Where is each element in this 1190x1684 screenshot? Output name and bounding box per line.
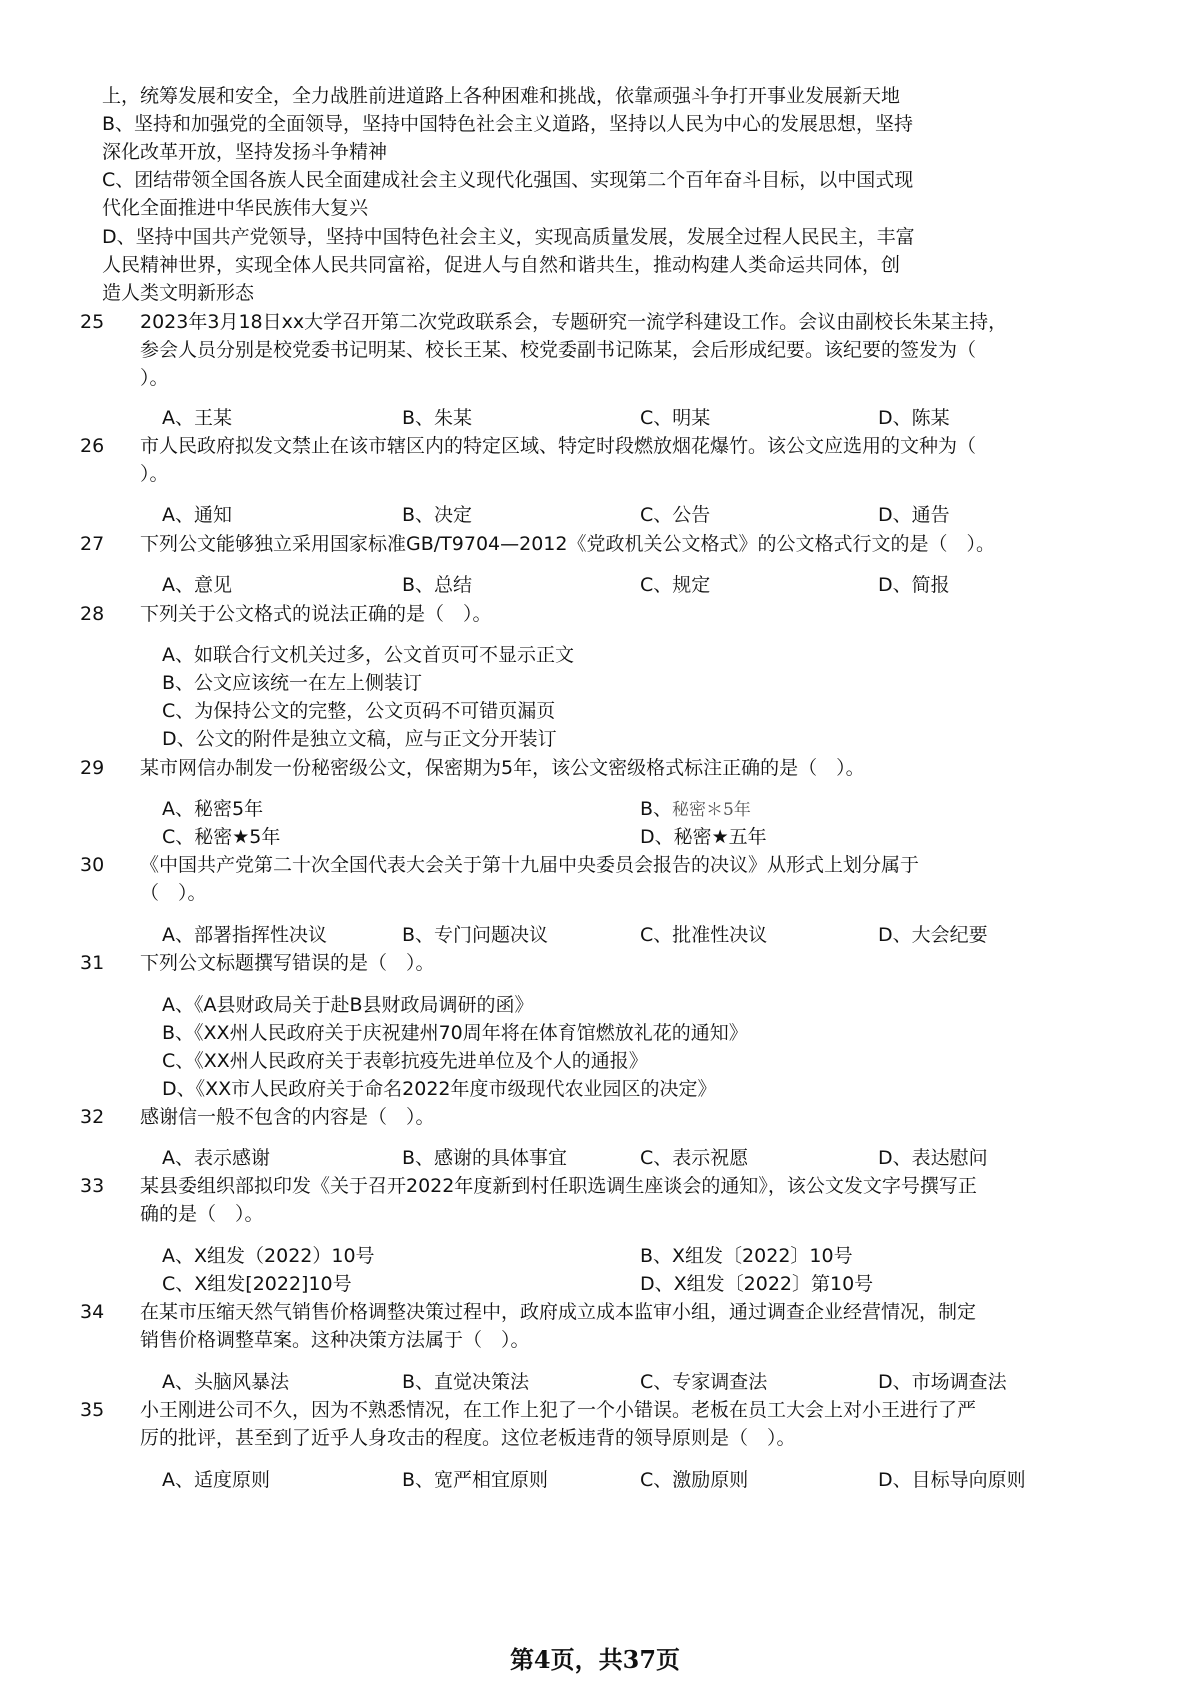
option-a: A、《A县财政局关于赴B县财政局调研的函》 xyxy=(162,994,534,1016)
option-b: B、感谢的具体事宜 xyxy=(402,1147,568,1169)
question-text: 市人民政府拟发文禁止在该市辖区内的特定区域、特定时段燃放烟花爆竹。该公文应选用的文种为（ xyxy=(140,435,977,457)
option-b: B、《XX州人民政府关于庆祝建州70周年将在体育馆燃放礼花的通知》 xyxy=(162,1022,748,1044)
continuation-line: D、坚持中国共产党领导，坚持中国特色社会主义，实现高质量发展，发展全过程人民民主，丰富 xyxy=(102,226,915,248)
question-text: 下列公文标题撰写错误的是（ ）。 xyxy=(140,952,435,974)
question-number: 31 xyxy=(80,952,105,974)
option-c: C、《XX州人民政府关于表彰抗疫先进单位及个人的通报》 xyxy=(162,1050,648,1072)
question-text: 下列关于公文格式的说法正确的是（ ）。 xyxy=(140,603,492,625)
option-c: C、明某 xyxy=(640,407,711,429)
continuation-line: 造人类文明新形态 xyxy=(102,282,255,304)
option-b: B、公文应该统一在左上侧装订 xyxy=(162,672,423,694)
option-c: C、规定 xyxy=(640,574,711,596)
question-number: 32 xyxy=(80,1106,105,1128)
question-text: 2023年3月18日xx大学召开第二次党政联系会，专题研究一流学科建设工作。会议由副校长朱某主持， xyxy=(140,311,1008,333)
question-text: ）。 xyxy=(140,463,169,485)
continuation-line: 人民精神世界，实现全体人民共同富裕，促进人与自然和谐共生，推动构建人类命运共同体，创 xyxy=(102,254,901,276)
option-c: C、表示祝愿 xyxy=(640,1147,749,1169)
option-a: A、部署指挥性决议 xyxy=(162,924,327,946)
option-d: D、通告 xyxy=(878,504,950,526)
option-a: A、头脑风暴法 xyxy=(162,1371,289,1393)
question-number: 34 xyxy=(80,1301,105,1323)
question-text: （ ）。 xyxy=(140,882,207,904)
question-text: 小王刚进公司不久，因为不熟悉情况，在工作上犯了一个小错误。老板在员工大会上对小王进行了严 xyxy=(140,1399,977,1421)
question-text: 确的是（ ）。 xyxy=(140,1203,264,1225)
option-d: D、目标导向原则 xyxy=(878,1469,1026,1491)
question-number: 29 xyxy=(80,757,105,779)
question-number: 27 xyxy=(80,533,105,555)
option-b xyxy=(640,796,751,823)
question-number: 26 xyxy=(80,435,105,457)
option-b: B、宽严相宜原则 xyxy=(402,1469,549,1491)
option-b-label: B、 xyxy=(640,798,673,820)
continuation-line: C、团结带领全国各族人民全面建成社会主义现代化强国、实现第二个百年奋斗目标，以中国式现 xyxy=(102,169,914,191)
option-d: D、《XX市人民政府关于命名2022年度市级现代农业园区的决定》 xyxy=(162,1078,717,1100)
option-d: D、陈某 xyxy=(878,407,950,429)
option-a: A、适度原则 xyxy=(162,1469,270,1491)
option-a: A、意见 xyxy=(162,574,232,596)
option-a: A、如联合行文机关过多，公文首页可不显示正文 xyxy=(162,644,574,666)
option-a: A、王某 xyxy=(162,407,232,429)
option-d: D、X组发〔2022〕第10号 xyxy=(640,1273,874,1295)
question-number: 25 xyxy=(80,311,105,333)
option-a: A、表示感谢 xyxy=(162,1147,270,1169)
option-b: B、朱某 xyxy=(402,407,473,429)
option-b-image-text: 秘密＊5年 xyxy=(672,800,751,820)
question-text: 厉的批评，甚至到了近乎人身攻击的程度。这位老板违背的领导原则是（ ）。 xyxy=(140,1427,796,1449)
option-d: D、表达慰问 xyxy=(878,1147,988,1169)
page-number-footer: 第4页，共37页 xyxy=(509,1645,681,1674)
option-d: D、秘密★五年 xyxy=(640,826,767,848)
option-b: B、X组发〔2022〕10号 xyxy=(640,1245,853,1267)
question-text: 在某市压缩天然气销售价格调整决策过程中，政府成立成本监审小组，通过调查企业经营情况，制定 xyxy=(140,1301,977,1323)
continuation-line: 深化改革开放，坚持发扬斗争精神 xyxy=(102,141,388,163)
option-b: B、直觉决策法 xyxy=(402,1371,530,1393)
option-c: C、X组发[2022]10号 xyxy=(162,1273,352,1295)
question-text: 销售价格调整草案。这种决策方法属于（ ）。 xyxy=(140,1329,530,1351)
option-c: C、专家调查法 xyxy=(640,1371,768,1393)
question-text: 《中国共产党第二十次全国代表大会关于第十九届中央委员会报告的决议》从形式上划分属于 xyxy=(140,854,920,876)
option-b: B、决定 xyxy=(402,504,473,526)
option-c: C、公告 xyxy=(640,504,711,526)
option-c: C、激励原则 xyxy=(640,1469,749,1491)
option-c: C、为保持公文的完整，公文页码不可错页漏页 xyxy=(162,700,556,722)
question-number: 33 xyxy=(80,1175,105,1197)
question-number: 30 xyxy=(80,854,105,876)
continuation-line: B、坚持和加强党的全面领导，坚持中国特色社会主义道路，坚持以人民为中心的发展思想，坚持 xyxy=(102,113,914,135)
question-text: 某市网信办制发一份秘密级公文，保密期为5年，该公文密级格式标注正确的是（ ）。 xyxy=(140,757,865,779)
option-c: C、批准性决议 xyxy=(640,924,768,946)
option-d: D、简报 xyxy=(878,574,950,596)
option-d: D、大会纪要 xyxy=(878,924,988,946)
question-text: 某县委组织部拟印发《关于召开2022年度新到村任职选调生座谈会的通知》，该公文发文字号撰写正 xyxy=(140,1175,977,1197)
question-number: 35 xyxy=(80,1399,105,1421)
option-d: D、市场调查法 xyxy=(878,1371,1007,1393)
option-b: B、总结 xyxy=(402,574,473,596)
option-b: B、专门问题决议 xyxy=(402,924,549,946)
question-text: 感谢信一般不包含的内容是（ ）。 xyxy=(140,1106,435,1128)
question-text: ）。 xyxy=(140,367,169,389)
question-text: 下列公文能够独立采用国家标准GB/T9704—2012《党政机关公文格式》的公文格式行文的是（ ）。 xyxy=(140,533,995,555)
continuation-line: 上，统筹发展和安全，全力战胜前进道路上各种困难和挑战，依靠顽强斗争打开事业发展新天地 xyxy=(102,85,901,107)
option-d: D、公文的附件是独立文稿，应与正文分开装订 xyxy=(162,728,557,750)
continuation-line: 代化全面推进中华民族伟大复兴 xyxy=(102,197,369,219)
option-c: C、秘密★5年 xyxy=(162,826,281,848)
option-a: A、秘密5年 xyxy=(162,798,264,820)
option-a: A、通知 xyxy=(162,504,232,526)
option-a: A、X组发（2022）10号 xyxy=(162,1245,375,1267)
question-text: 参会人员分别是校党委书记明某、校长王某、校党委副书记陈某，会后形成纪要。该纪要的签发为（ xyxy=(140,339,977,361)
question-number: 28 xyxy=(80,603,105,625)
